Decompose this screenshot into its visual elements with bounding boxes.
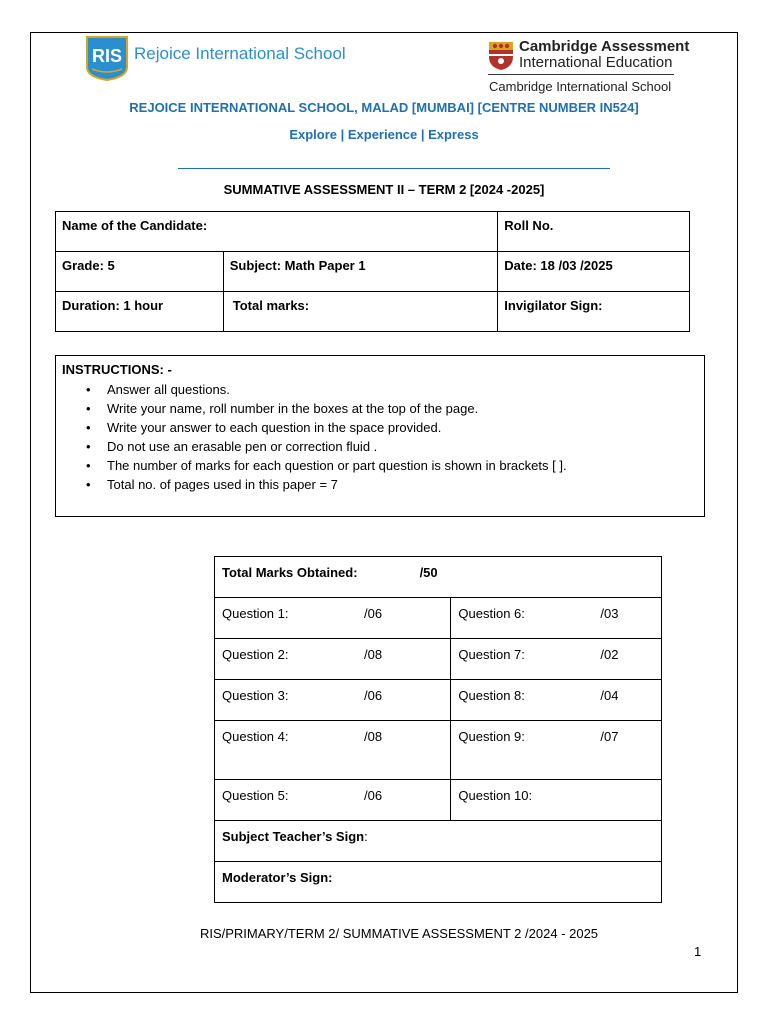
school-motto: Explore | Experience | Express xyxy=(289,127,479,142)
ris-logo xyxy=(84,35,130,81)
instructions-list xyxy=(62,380,698,494)
candidate-name-label: Name of the Candidate: xyxy=(62,218,208,233)
candidate-info-table xyxy=(55,211,690,332)
moderator-sign-field[interactable] xyxy=(215,862,662,903)
instruction-item: • The number of marks for each question or part question is shown in brackets [ ]. xyxy=(86,458,567,473)
roll-number-label: Roll No. xyxy=(504,218,554,233)
bullet-icon: • xyxy=(86,439,91,454)
teacher-sign-label: Subject Teacher’s Sign xyxy=(222,829,365,844)
ris-logo-text: RIS xyxy=(91,46,123,66)
marks-table xyxy=(214,556,662,903)
cambridge-divider xyxy=(488,74,674,75)
moderator-sign-label: Moderator’s Sign: xyxy=(222,870,333,885)
instruction-item: • Do not use an erasable pen or correction fluid . xyxy=(86,439,378,454)
instructions-heading: INSTRUCTIONS: - xyxy=(62,362,172,377)
question-9-field[interactable]: Question 9: /07 xyxy=(451,721,662,780)
question-4-field[interactable]: Question 4: /08 xyxy=(215,721,451,780)
school-centre-line: REJOICE INTERNATIONAL SCHOOL, MALAD [MUMBAI] [CENTRE NUMBER IN524] xyxy=(129,100,639,115)
bullet-icon: • xyxy=(86,401,91,416)
invigilator-sign-label: Invigilator Sign: xyxy=(504,298,603,313)
teacher-sign-colon: : xyxy=(364,829,368,844)
exam-title: SUMMATIVE ASSESSMENT II – TERM 2 [2024 -2025] xyxy=(223,182,545,197)
footer-text: RIS/PRIMARY/TERM 2/ SUMMATIVE ASSESSMENT 2 /2024 - 2025 xyxy=(199,926,599,941)
instruction-item: • Write your name, roll number in the boxes at the top of the page. xyxy=(86,401,479,416)
grade-cell: Grade: 5 xyxy=(56,252,224,292)
question-6-field[interactable]: Question 6: /03 xyxy=(451,598,662,639)
bullet-icon: • xyxy=(86,477,91,492)
question-10-field[interactable]: Question 10: xyxy=(451,780,662,821)
instructions-box xyxy=(55,355,705,517)
total-marks-obtained-field[interactable] xyxy=(215,557,662,598)
instruction-item: • Total no. of pages used in this paper = 7 xyxy=(86,477,338,492)
bullet-icon: • xyxy=(86,382,91,397)
total-marks-obtained-label: Total Marks Obtained: xyxy=(222,565,358,580)
cambridge-subtitle: International Education xyxy=(519,54,673,71)
instruction-item: • Answer all questions. xyxy=(86,382,230,397)
question-5-field[interactable]: Question 5: /06 xyxy=(215,780,451,821)
roll-number-field[interactable] xyxy=(498,212,690,252)
total-marks-field[interactable] xyxy=(223,292,498,332)
question-1-field[interactable]: Question 1: /06 xyxy=(215,598,451,639)
teacher-sign-field[interactable] xyxy=(215,821,662,862)
question-2-field[interactable]: Question 2: /08 xyxy=(215,639,451,680)
cambridge-school: Cambridge International School xyxy=(489,79,672,94)
separator-line xyxy=(178,168,610,169)
page-number: 1 xyxy=(694,944,702,959)
bullet-icon: • xyxy=(86,458,91,473)
question-8-field[interactable]: Question 8: /04 xyxy=(451,680,662,721)
date-cell: Date: 18 /03 /2025 xyxy=(498,252,690,292)
duration-cell: Duration: 1 hour xyxy=(56,292,224,332)
ris-school-name: Rejoice International School xyxy=(134,44,346,63)
subject-cell: Subject: Math Paper 1 xyxy=(223,252,498,292)
question-3-field[interactable]: Question 3: /06 xyxy=(215,680,451,721)
invigilator-sign-field[interactable] xyxy=(498,292,690,332)
cambridge-title: Cambridge Assessment xyxy=(519,38,690,55)
bullet-icon: • xyxy=(86,420,91,435)
candidate-name-field[interactable] xyxy=(56,212,498,252)
instruction-item: • Write your answer to each question in the space provided. xyxy=(86,420,442,435)
question-7-field[interactable]: Question 7: /02 xyxy=(451,639,662,680)
total-marks-max: /50 xyxy=(419,565,438,580)
cambridge-shield-icon xyxy=(488,41,514,71)
total-marks-label: Total marks: xyxy=(232,298,310,313)
